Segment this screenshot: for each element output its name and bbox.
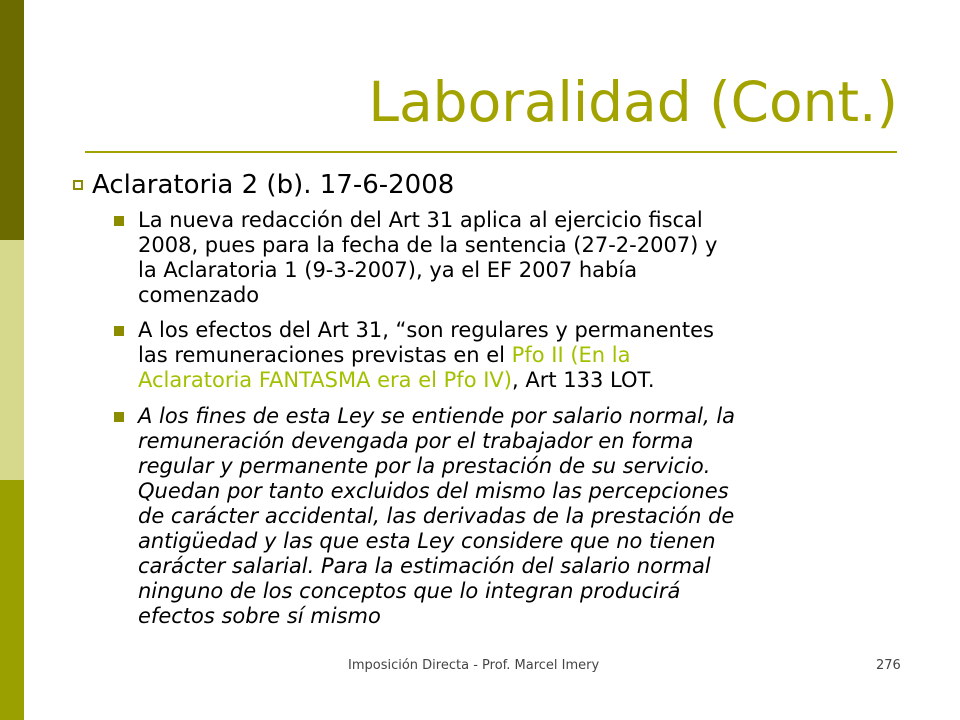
- square-bullet-icon: [114, 216, 124, 226]
- page-number: 276: [876, 658, 901, 673]
- sub-point-1: [138, 208, 898, 308]
- square-bullet-icon: [114, 412, 124, 422]
- sub-point-2-text: las remuneraciones previstas en el: [138, 343, 512, 367]
- square-bullet-icon: [114, 326, 124, 336]
- highlighted-reference: Pfo II (En la: [511, 343, 631, 367]
- sub-point-3-line: A los fines de esta Ley se entiende por salario normal, la: [138, 404, 736, 428]
- sub-point-3-line: efectos sobre sí mismo: [138, 604, 381, 628]
- highlighted-reference: Aclaratoria FANTASMA era el Pfo IV): [138, 368, 512, 392]
- sub-point-3-line: de carácter accidental, las derivadas de la prestación de: [138, 504, 735, 528]
- sub-point-3-line: Quedan por tanto excluidos del mismo las percepciones: [138, 479, 729, 503]
- main-point-label: Aclaratoria 2 (b). 17-6-2008: [92, 170, 455, 200]
- footer-text: Imposición Directa - Prof. Marcel Imery: [348, 658, 600, 673]
- main-point: [92, 170, 454, 200]
- hollow-square-bullet-icon: [73, 180, 83, 190]
- sub-point-2-line: [138, 368, 898, 393]
- sub-point-3-line: remuneración devengada por el trabajador en forma: [138, 429, 694, 453]
- sub-point-1-line: la Aclaratoria 1 (9-3-2007), ya el EF 2007 había: [138, 258, 638, 282]
- sub-point-2-line: [138, 343, 898, 368]
- sub-point-1-line: La nueva redacción del Art 31 aplica al ejercicio fiscal: [138, 208, 703, 232]
- sub-point-3-line: regular y permanente por la prestación de su servicio.: [138, 454, 711, 478]
- sub-point-1-line: 2008, pues para la fecha de la sentencia (27-2-2007) y: [138, 233, 718, 257]
- sub-point-3: [138, 404, 898, 629]
- sub-point-3-line: ninguno de los conceptos que lo integran producirá: [138, 579, 681, 603]
- sub-point-1-line: comenzado: [138, 283, 260, 307]
- sub-point-3-line: antigüedad y las que esta Ley considere que no tienen: [138, 529, 716, 553]
- slide-title: Laboralidad (Cont.): [368, 70, 898, 134]
- sub-point-3-line: carácter salarial. Para la estimación del salario normal: [138, 554, 711, 578]
- sub-point-2-line: A los efectos del Art 31, “son regulares y permanentes: [138, 318, 714, 342]
- sub-point-2-text: , Art 133 LOT.: [511, 368, 655, 392]
- sub-point-2: [138, 318, 898, 393]
